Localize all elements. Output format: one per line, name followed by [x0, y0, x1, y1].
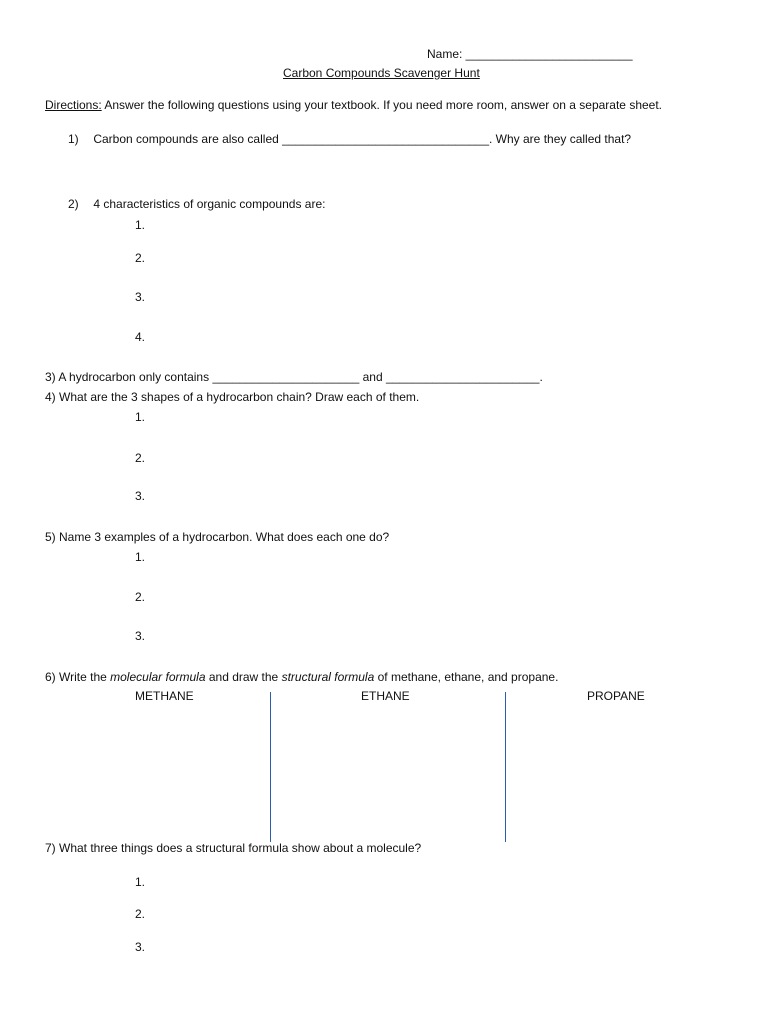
question-6-molecular: molecular formula — [110, 670, 206, 684]
column-header-propane: PROPANE — [587, 689, 645, 703]
question-6-structural: structural formula — [281, 670, 375, 684]
question-7: 7) What three things does a structural formula show about a molecule? — [45, 841, 422, 855]
column-header-methane: METHANE — [135, 689, 194, 703]
question-2-text: 4 characteristics of organic compounds are: — [93, 197, 326, 211]
question-4-item: 1. — [135, 410, 146, 424]
directions — [45, 98, 662, 112]
question-7-item: 3. — [135, 940, 146, 954]
column-header-ethane: ETHANE — [361, 689, 410, 703]
question-5: 5) Name 3 examples of a hydrocarbon. What does each one do? — [45, 530, 390, 544]
question-2-item: 1. — [135, 218, 146, 232]
question-4-item: 2. — [135, 451, 146, 465]
question-2 — [68, 197, 325, 211]
question-4-item: 3. — [135, 489, 146, 503]
question-2-item: 3. — [135, 290, 146, 304]
question-3: 3) A hydrocarbon only contains ______________________ and _______________________. — [45, 370, 543, 384]
question-5-item: 2. — [135, 590, 146, 604]
question-6-prefix: 6) Write the — [45, 670, 111, 684]
question-7-item: 1. — [135, 875, 146, 889]
column-divider — [270, 692, 271, 842]
question-5-item: 1. — [135, 550, 146, 564]
question-4: 4) What are the 3 shapes of a hydrocarbon chain? Draw each of them. — [45, 390, 420, 404]
question-1-number: 1) — [68, 132, 79, 146]
page-title: Carbon Compounds Scavenger Hunt — [283, 66, 480, 80]
question-1-text: Carbon compounds are also called _______________________________. Why are they called that? — [93, 132, 632, 146]
question-2-item: 4. — [135, 330, 146, 344]
question-1 — [68, 132, 631, 146]
question-6-middle: and draw the — [205, 670, 282, 684]
question-6-suffix: of methane, ethane, and propane. — [374, 670, 559, 684]
question-2-item: 2. — [135, 251, 146, 265]
directions-label: Directions: — [45, 98, 102, 112]
question-5-item: 3. — [135, 629, 146, 643]
name-field[interactable]: Name: _________________________ — [427, 47, 633, 61]
question-6 — [45, 670, 558, 684]
column-divider — [505, 692, 506, 842]
question-2-number: 2) — [68, 197, 79, 211]
directions-text: Answer the following questions using your textbook. If you need more room, answer on a separate sheet. — [101, 98, 663, 112]
question-7-item: 2. — [135, 907, 146, 921]
